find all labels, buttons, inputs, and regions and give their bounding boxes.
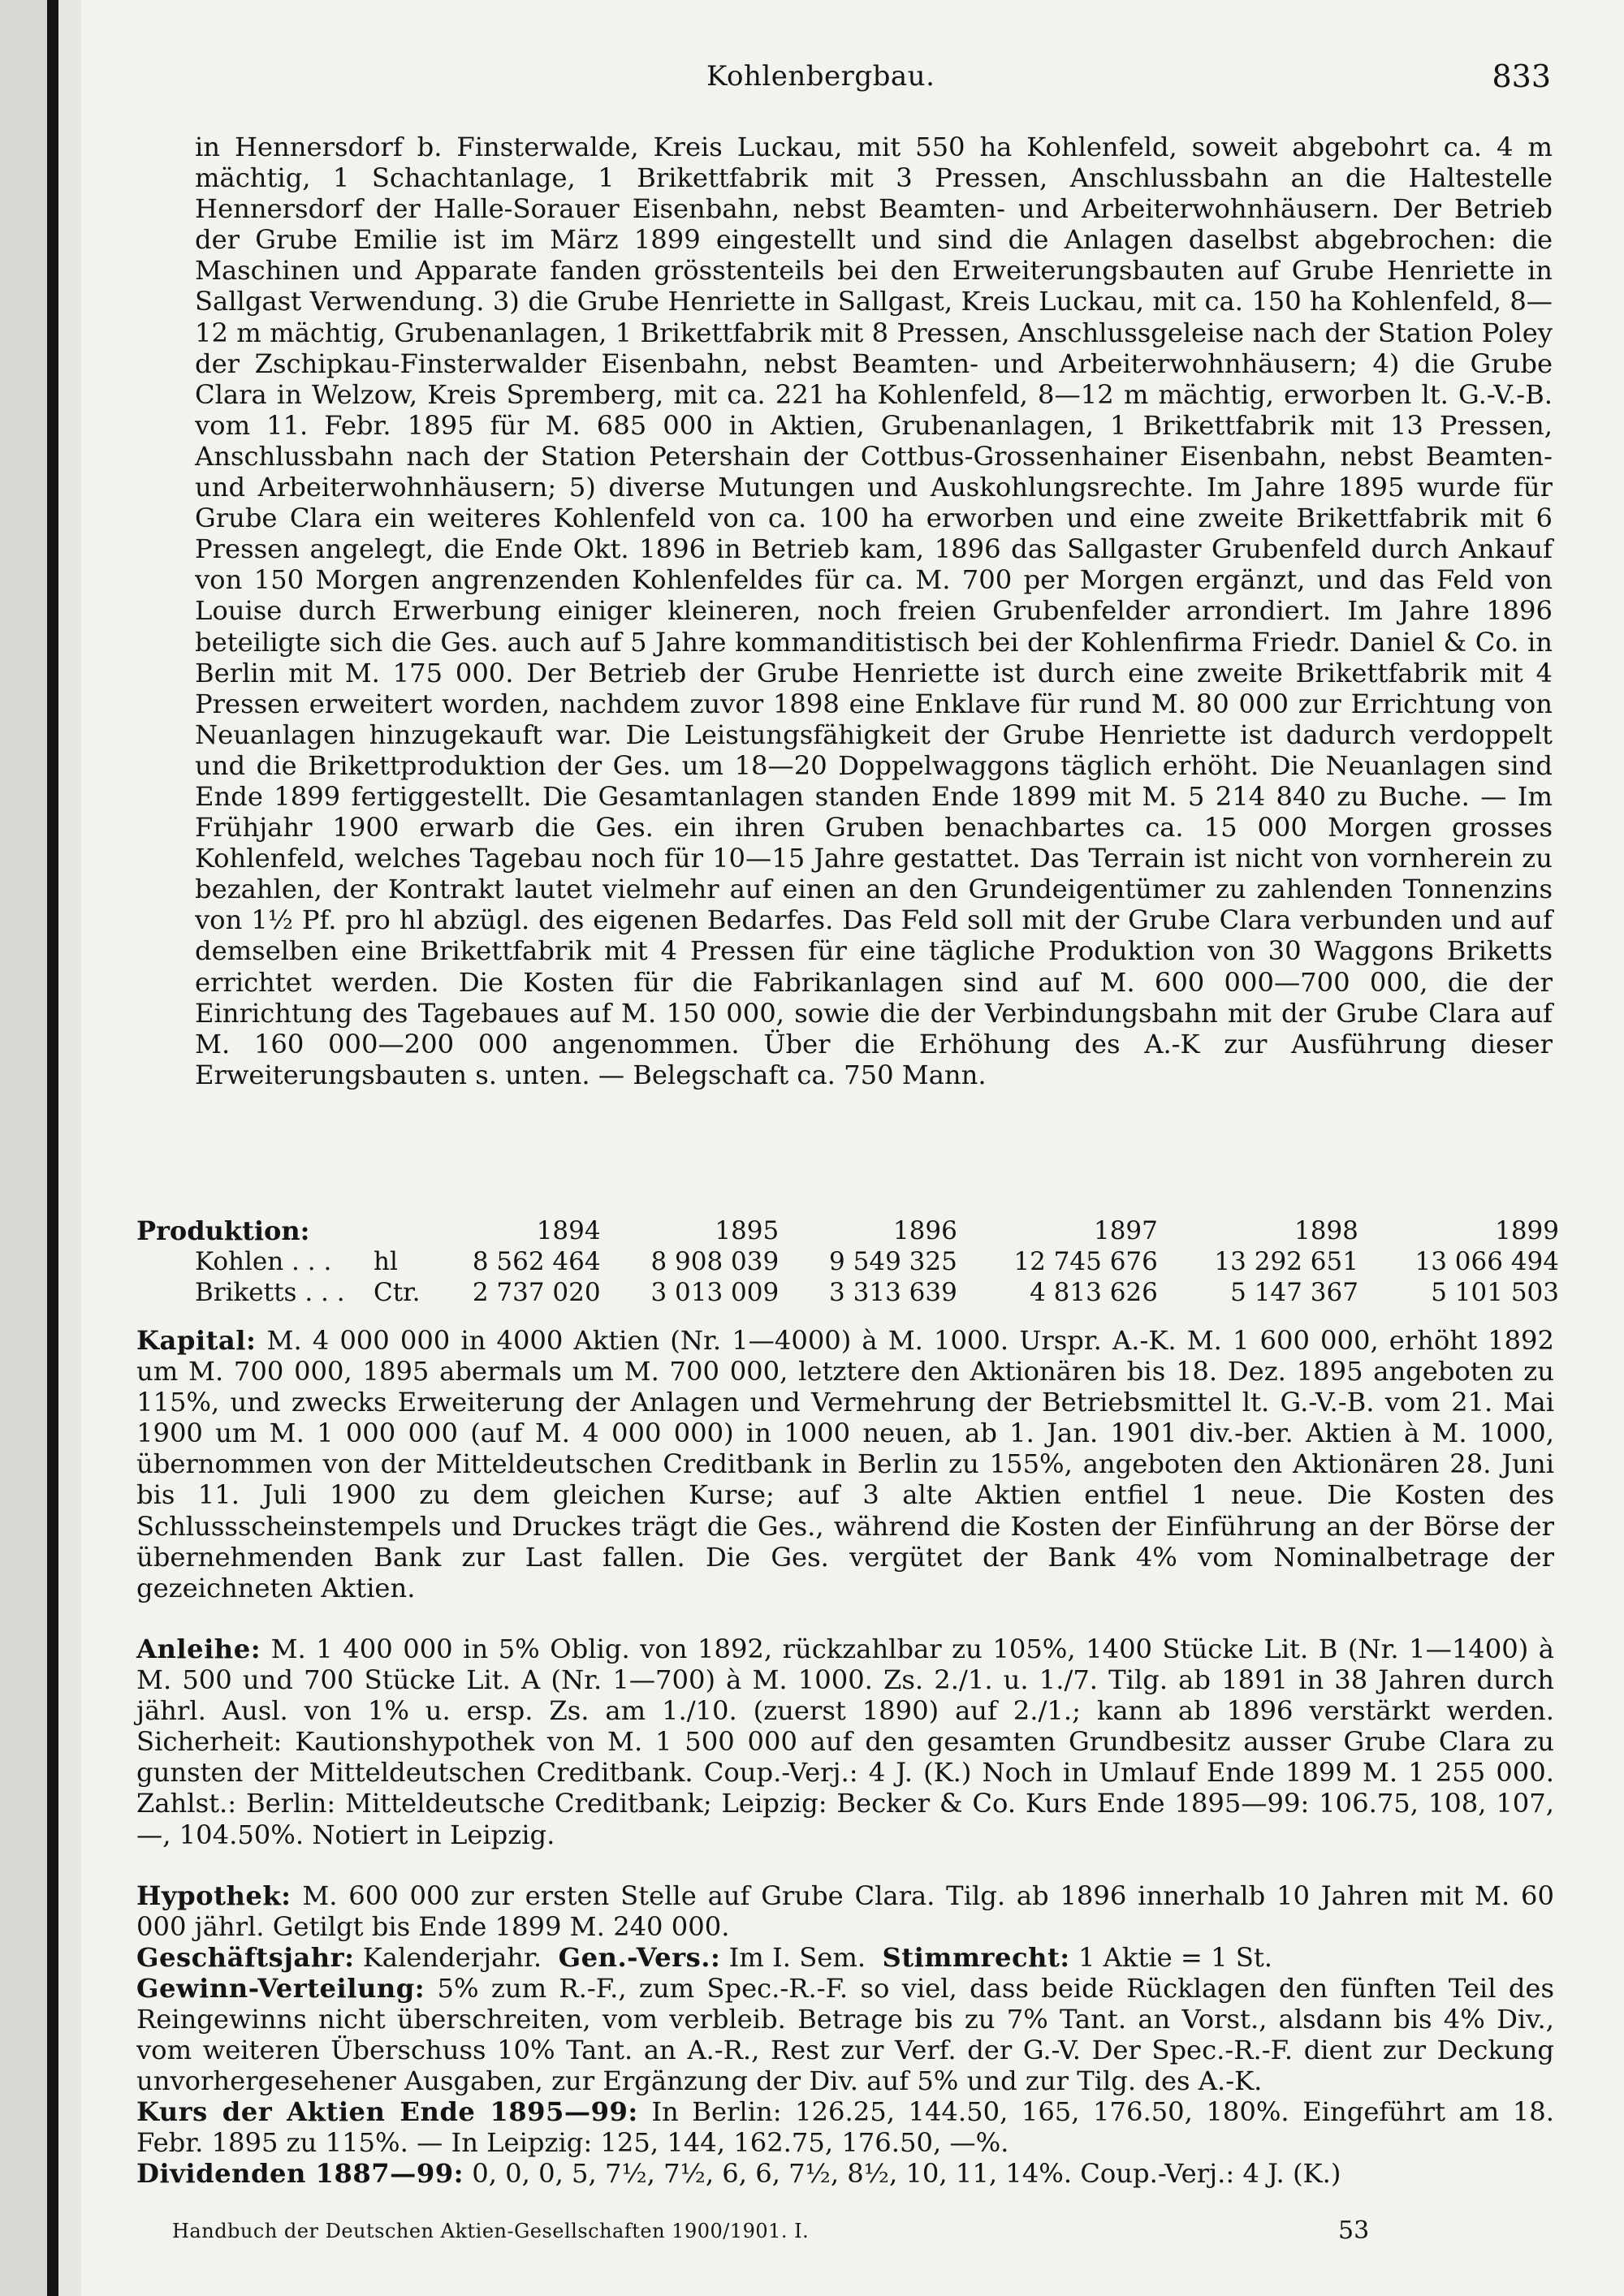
dividenden-text: 0, 0, 0, 5, 7½, 7½, 6, 6, 7½, 8½, 10, 11, 14%. Coup.-Verj.: 4 J. (K.) (472, 2158, 1341, 2189)
table-cell: 13 292 651 (1214, 1247, 1358, 1276)
anleihe-label: Anleihe: (136, 1634, 261, 1664)
page-number: 833 (1492, 58, 1551, 94)
gewinn-label: Gewinn-Verteilung: (136, 1973, 425, 2004)
year-header: 1896 (892, 1216, 957, 1245)
running-title: Kohlenbergbau. (706, 60, 935, 93)
gewinn-text: 5% zum R.-F., zum Spec.-R.-F. so viel, dass beide Rücklagen den fünften Teil des Reingewinns nicht überschreiten, vom verbleib. Betrage bis zu 7% Tant. an Vorst., alsdann bis 4% Div., vom weiteren Überschuss 10% Tant. an A.-R., Rest zur Verf. der G.-V. Der Spec.-R.-F. dient zur Deckung unvorhergesehener Ausgaben, zur Ergänzung der Div. auf 5% und zur Tilg. des A.-K. (136, 1973, 1554, 2097)
kapital-label: Kapital: (136, 1325, 257, 1356)
kapital-section (136, 1325, 1554, 1603)
table-cell: 2 737 020 (472, 1278, 601, 1307)
scan-left-margin (0, 0, 47, 2296)
kurs-label: Kurs der Aktien Ende 1895—99: (136, 2096, 638, 2127)
table-row (195, 1246, 1559, 1277)
footer-source: Handbuch der Deutschen Aktien-Gesellschaften 1900/1901. I. (172, 2220, 810, 2242)
kapital-text: M. 4 000 000 in 4000 Aktien (Nr. 1—4000) à M. 1000. Urspr. A.-K. M. 1 600 000, erhöht 1892 um M. 700 000, 1895 abermals um M. 700 000, letztere den Aktionären bis 18. Dez. 1895 angeboten zu 115%, und zwecks Erweiterung der Anlagen und Vermehrung der Betriebsmittel lt. G.-V.-B. vom 21. Mai 1900 um M. 1 000 000 (auf M. 4 000 000) in 1000 neuen, ab 1. Jan. 1901 div.-ber. Aktien à M. 1000, übernommen von der Mitteldeutschen Creditbank in Berlin zu 155%, angeboten den Aktionären 28. Juni bis 11. Juli 1900 zu dem gleichen Kurse; auf 3 alte Aktien entfiel 1 neue. Die Kosten des Schlussscheinstempels und Druckes trägt die Ges., während die Kosten der Einführung an der Börse der übernehmenden Bank zur Last fallen. Die Ges. vergütet der Bank 4% vom Nominalbetrage der gezeichneten Aktien. (136, 1325, 1555, 1603)
table-cell: 5 101 503 (1431, 1278, 1559, 1307)
gewinn-paragraph (136, 1973, 1554, 2096)
row-unit: Ctr. (374, 1278, 421, 1307)
table-cell: 4 813 626 (1030, 1278, 1158, 1307)
year-header: 1899 (1495, 1216, 1559, 1245)
hypothek-text: M. 600 000 zur ersten Stelle auf Grube Clara. Tilg. ab 1896 innerhalb 10 Jahren mit M. 60 000 jährl. Getilgt bis Ende 1899 M. 240 000. (136, 1880, 1554, 1943)
genvers-text: Im I. Sem. (728, 1942, 866, 1973)
year-header: 1895 (715, 1216, 780, 1245)
year-header: 1894 (536, 1216, 601, 1245)
gewinn-section (136, 1973, 1554, 2096)
table-row (195, 1277, 1559, 1308)
kapital-paragraph (136, 1325, 1554, 1603)
anleihe-paragraph (136, 1634, 1554, 1850)
geschaeftsjahr-text: Kalenderjahr. (362, 1942, 542, 1973)
production-table (195, 1215, 1559, 1308)
table-cell: 8 908 039 (650, 1247, 780, 1276)
row-name: Kohlen . . . (195, 1247, 332, 1276)
table-cell: 8 562 464 (472, 1247, 601, 1276)
dividenden-section (136, 2158, 1554, 2189)
sheet-number: 53 (1338, 2216, 1370, 2245)
hypothek-section (136, 1880, 1554, 1942)
row-name: Briketts . . . (195, 1278, 345, 1307)
table-cell: 3 013 009 (650, 1278, 780, 1307)
table-cell: 13 066 494 (1415, 1247, 1559, 1276)
hypothek-label: Hypothek: (136, 1880, 292, 1911)
kurs-text: In Berlin: 126.25, 144.50, 165, 176.50, 180%. Eingeführt am 18. Febr. 1895 zu 115%. — In Leipzig: 125, 144, 162.75, 176.50, —%. (136, 2096, 1555, 2159)
genvers-label: Gen.-Vers.: (558, 1942, 721, 1973)
document-page (81, 0, 1624, 2296)
intro-paragraph-block (195, 132, 1553, 1090)
anleihe-section (136, 1634, 1554, 1850)
year-header: 1898 (1294, 1216, 1358, 1245)
year-header: 1897 (1093, 1216, 1158, 1245)
production-header-row (195, 1215, 1559, 1246)
geschaeftsjahr-label: Geschäftsjahr: (136, 1942, 355, 1973)
table-cell: 9 549 325 (829, 1247, 957, 1276)
production-label: Produktion: (136, 1215, 310, 1246)
row-unit: hl (374, 1247, 398, 1276)
geschaeftsjahr-section (136, 1942, 1554, 1973)
table-cell: 3 313 639 (829, 1278, 957, 1307)
geschaeftsjahr-paragraph (136, 1942, 1554, 1973)
table-cell: 5 147 367 (1230, 1278, 1358, 1307)
stimmrecht-label: Stimmrecht: (882, 1942, 1070, 1973)
stimmrecht-text: 1 Aktie = 1 St. (1078, 1942, 1273, 1973)
kurs-section (136, 2096, 1554, 2158)
scan-binding-shadow (47, 0, 58, 2296)
dividenden-paragraph (136, 2158, 1554, 2189)
anleihe-text: M. 1 400 000 in 5% Oblig. von 1892, rückzahlbar zu 105%, 1400 Stücke Lit. B (Nr. 1—1400) à M. 500 und 700 Stücke Lit. A (Nr. 1—700) à M. 1000. Zs. 2./1. u. 1./7. Tilg. ab 1891 in 38 Jahren durch jährl. Ausl. von 1% u. ersp. Zs. am 1./10. (zuerst 1890) auf 2./1.; kann ab 1896 verstärkt werden. Sicherheit: Kautionshypothek von M. 1 500 000 auf den gesamten Grundbesitz ausser Grube Clara zu gunsten der Mitteldeutschen Creditbank. Coup.-Verj.: 4 J. (K.) Noch in Umlauf Ende 1899 M. 1 255 000. Zahlst.: Berlin: Mitteldeutsche Creditbank; Leipzig: Becker & Co. Kurs Ende 1895—99: 106.75, 108, 107, —, 104.50%. Notiert in Leipzig. (136, 1634, 1555, 1850)
kurs-paragraph (136, 2096, 1554, 2158)
table-cell: 12 745 676 (1013, 1247, 1158, 1276)
intro-paragraph: in Hennersdorf b. Finsterwalde, Kreis Luckau, mit 550 ha Kohlenfeld, soweit abgebohrt ca. 4 m mächtig, 1 Schachtanlage, 1 Brikettfabrik mit 3 Pressen, Anschlussbahn an die Haltestelle Hennersdorf der Halle-Sorauer Eisenbahn, nebst Beamten- und Arbeiterwohnhäusern. Der Betrieb der Grube Emilie ist im März 1899 eingestellt und sind die Anlagen daselbst abgebrochen: die Maschinen und Apparate fanden grösstenteils bei den Erweiterungsbauten auf Grube Henriette in Sallgast Verwendung. 3) die Grube Henriette in Sallgast, Kreis Luckau, mit ca. 150 ha Kohlenfeld, 8—12 m mächtig, Grubenanlagen, 1 Brikettfabrik mit 8 Pressen, Anschlussgeleise nach der Station Poley der Zschipkau-Finsterwalder Eisenbahn, nebst Beamten- und Arbeiterwohnhäusern; 4) die Grube Clara in Welzow, Kreis Spremberg, mit ca. 221 ha Kohlenfeld, 8—12 m mächtig, erworben lt. G.-V.-B. vom 11. Febr. 1895 für M. 685 000 in Aktien, Grubenanlagen, 1 Brikettfabrik mit 13 Pressen, Anschlussbahn nach der Station Petershain der Cottbus-Grossenhainer Eisenbahn, nebst Beamten- und Arbeiterwohnhäusern; 5) diverse Mutungen und Auskohlungsrechte. Im Jahre 1895 wurde für Grube Clara ein weiteres Kohlenfeld von ca. 100 ha erworben und eine zweite Brikettfabrik mit 6 Pressen angelegt, die Ende Okt. 1896 in Betrieb kam, 1896 das Sallgaster Grubenfeld durch Ankauf von 150 Morgen angrenzenden Kohlenfeldes für ca. M. 700 per Morgen ergänzt, und das Feld von Louise durch Erwerbung einiger kleineren, noch freien Grubenfelder arrondiert. Im Jahre 1896 beteiligte sich die Ges. auch auf 5 Jahre kommanditistisch bei der Kohlenfirma Friedr. Daniel & Co. in Berlin mit M. 175 000. Der Betrieb der Grube Henriette ist durch eine zweite Brikettfabrik mit 4 Pressen erweitert worden, nachdem zuvor 1898 eine Enklave für rund M. 80 000 zur Errichtung von Neuanlagen hinzugekauft war. Die Leistungsfähigkeit der Grube Henriette ist dadurch verdoppelt und die Brikettproduktion der Ges. um 18—20 Doppelwaggons täglich erhöht. Die Neuanlagen sind Ende 1899 fertiggestellt. Die Gesamtanlagen standen Ende 1899 mit M. 5 214 840 zu Buche. — Im Frühjahr 1900 erwarb die Ges. ein ihren Gruben benachbartes ca. 15 000 Morgen grosses Kohlenfeld, welches Tagebau noch für 10—15 Jahre gestattet. Das Terrain ist nicht von vornherein zu bezahlen, der Kontrakt lautet vielmehr auf einen an den Grundeigentümer zu zahlenden Tonnenzins von 1½ Pf. pro hl abzügl. des eigenen Bedarfes. Das Feld soll mit der Grube Clara verbunden und auf demselben eine Brikettfabrik mit 4 Pressen für eine tägliche Produktion von 30 Waggons Briketts errichtet werden. Die Kosten für die Fabrikanlagen sind auf M. 600 000—700 000, die der Einrichtung des Tagebaues auf M. 150 000, sowie die der Verbindungsbahn mit der Grube Clara auf M. 160 000—200 000 angenommen. Über die Erhöhung des A.-K zur Ausführung dieser Erweiterungsbauten s. unten. — Belegschaft ca. 750 Mann. (195, 132, 1553, 1090)
hypothek-paragraph (136, 1880, 1554, 1942)
dividenden-label: Dividenden 1887—99: (136, 2158, 464, 2189)
